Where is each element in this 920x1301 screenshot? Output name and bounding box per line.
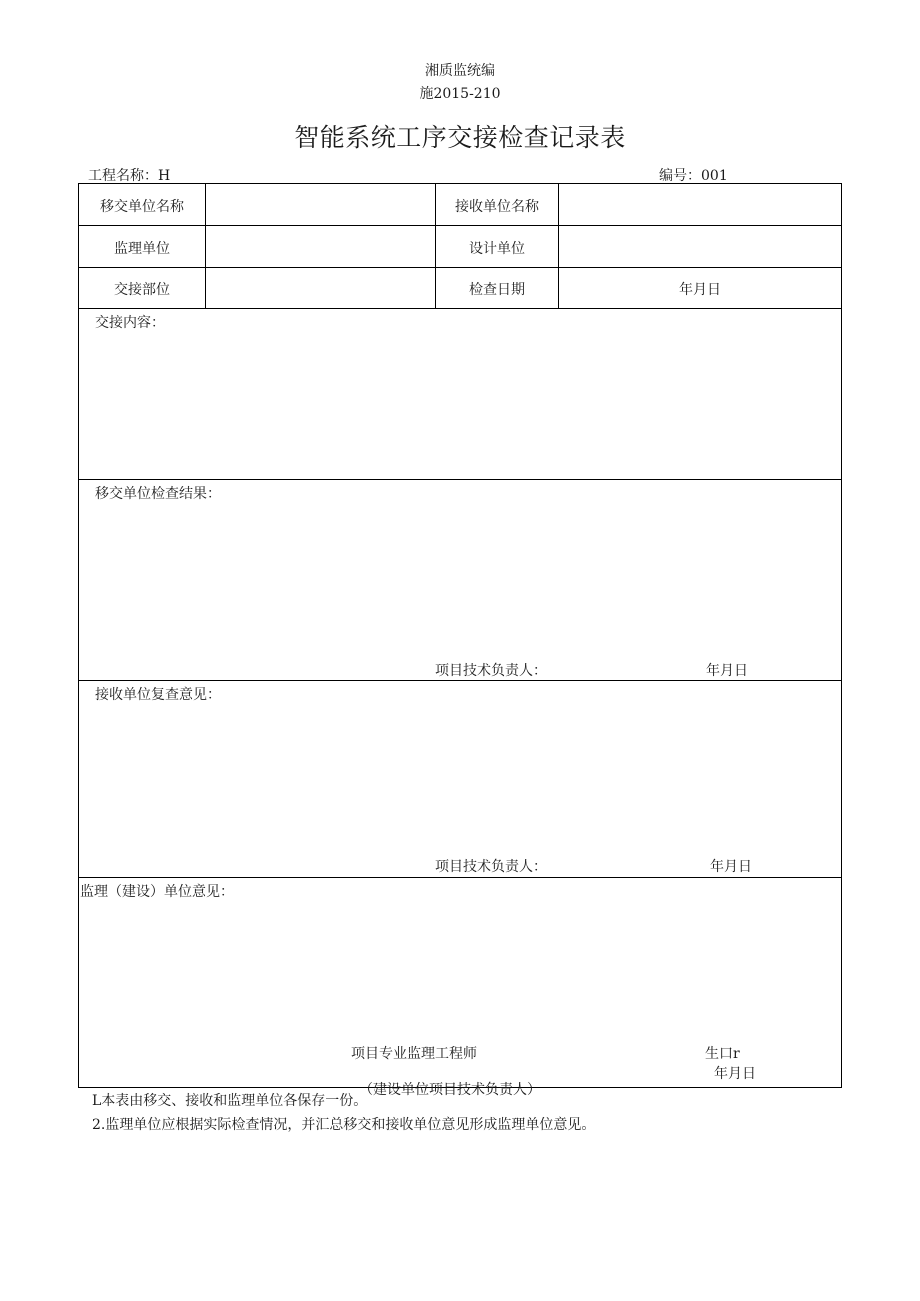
form-number-label: 编号：001 [659,168,728,184]
receiver-signer-label: 项目技术负责人： [435,859,547,875]
inspection-date-field[interactable]: 年月日 [679,282,721,298]
handover-signer-label: 项目技术负责人： [435,663,547,679]
design-unit-label: 设计单位 [469,241,525,257]
page-title: 智能系统工序交接检查记录表 [294,123,626,152]
owner-tech-lead-label: （建设单位项目技术负责人） [359,1082,541,1098]
table-rule [79,680,841,681]
supervision-opinion-label: 监理（建设）单位意见： [80,884,234,900]
note-1: L本表由移交、接收和监理单位各保存一份。 [92,1093,368,1109]
table-rule [79,479,841,480]
project-name-label: 工程名称：H [88,168,171,184]
transfer-unit-label: 移交单位名称 [100,199,184,215]
inspection-date-label: 检查日期 [469,282,525,298]
table-rule [79,877,841,878]
receiver-date-label: 年月日 [710,859,752,875]
supervision-unit-label: 监理单位 [114,241,170,257]
handover-location-label: 交接部位 [114,282,170,298]
supervision-engineer-label: 项目专业监理工程师 [351,1046,477,1062]
receiving-unit-label: 接收单位名称 [455,199,539,215]
handover-result-label: 移交单位检查结果： [95,486,221,502]
table-rule [79,225,841,226]
table-rule [79,308,841,309]
note-2: 2.监理单位应根据实际检查情况，并汇总移交和接收单位意见形成监理单位意见。 [92,1117,596,1133]
issuer-label: 湘质监统编 [425,63,495,79]
inspection-record-table [78,183,842,1098]
handover-date-label: 年月日 [706,663,748,679]
supervision-date-label: 年月日 [714,1066,756,1082]
table-column-rule [205,184,206,308]
handover-content-label: 交接内容： [95,315,165,331]
seal-stamp-text: 生口r [705,1046,740,1062]
receiver-opinion-label: 接收单位复查意见： [95,687,221,703]
form-code: 施2015-210 [419,86,501,102]
table-rule [79,267,841,268]
